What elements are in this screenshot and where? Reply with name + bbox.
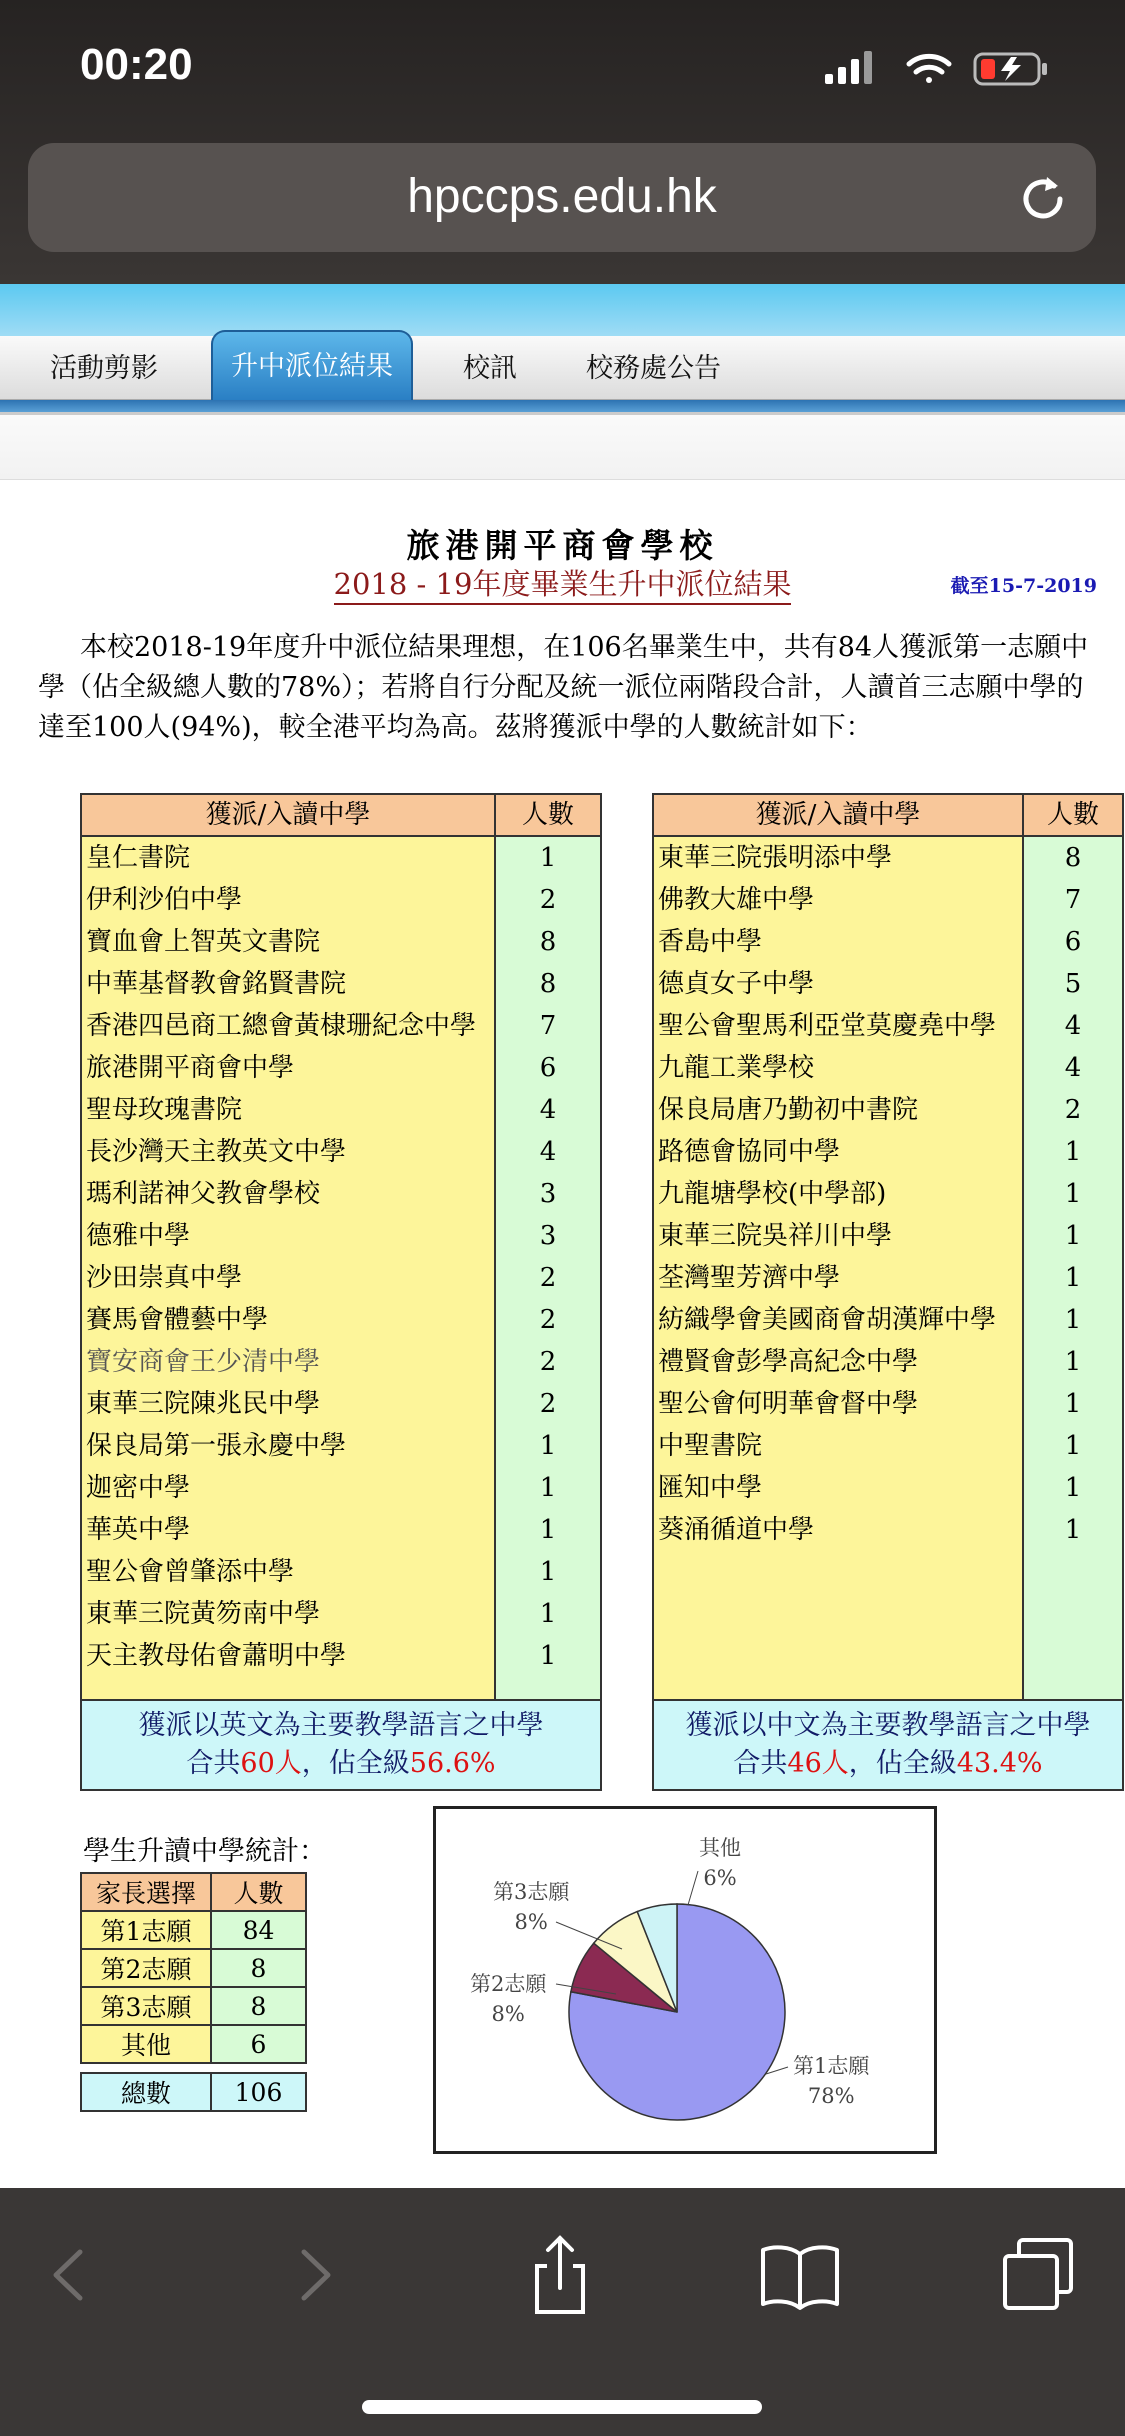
header-school: 獲派/入讀中學 [82,795,496,835]
intro-paragraph: 本校2018-19年度升中派位結果理想，在106名畢業生中，共有84人獲派第一志願中學（佔全級總人數的78%）；若將自行分配及統一派位兩階段合計，人讀首三志願中學的達至100人(94%)，較全港平均為高。茲將獲派中學的人數統計如下： [38,632,1089,743]
school-name-cell: 保良局唐乃勤初中書院 [658,1095,919,1125]
stats-row [81,1949,306,1987]
school-name-cell: 中華基督教會銘賢書院 [86,969,347,999]
school-name-cell: 路德會協同中學 [658,1137,841,1167]
school-name-cell: 德貞女子中學 [658,969,815,999]
stats-table [80,1872,307,2112]
summary-pre: 合共 [186,1748,241,1779]
school-name-cell: 香島中學 [658,927,763,957]
school-name-cell: 東華三院陳兆民中學 [86,1389,321,1419]
count-cell: 8 [1064,843,1082,873]
count-cell: 4 [1064,1053,1082,1083]
stats-count: 6 [211,2025,306,2063]
count-cell: 8 [539,927,557,957]
pie-label-third-name: 第3志願 [493,1880,570,1904]
gap-cell [81,2063,306,2073]
site-nav [0,336,1125,400]
count-cell: 1 [1064,1347,1082,1377]
status-time: 00:20 [80,40,193,89]
pie-label-other-value: 6% [703,1866,737,1890]
school-name-cell: 德雅中學 [86,1221,191,1251]
count-cell: 7 [1064,885,1082,915]
school-name-cell: 東華三院黃笏南中學 [86,1599,321,1629]
stats-row [81,1987,306,2025]
school-name-cell: 香港四邑商工總會黃棣珊紀念中學 [86,1011,477,1041]
table-header [654,795,1122,837]
bookmarks-icon[interactable] [755,2230,845,2320]
school-name-cell: 聖公會聖馬利亞堂莫慶堯中學 [658,1011,997,1041]
pie-label-first-name: 第1志願 [793,2054,870,2078]
stats-choice: 第3志願 [81,1987,211,2025]
tab-allocation-results[interactable]: 升中派位結果 [211,330,413,400]
as-of-date: 截至15-7-2019 [950,575,1097,597]
summary-line [654,1745,1122,1783]
total-count: 106 [211,2073,306,2111]
tab-newsletter[interactable]: 校訊 [463,353,517,384]
school-name-cell: 東華三院吳祥川中學 [658,1221,893,1251]
summary-mid: ，佔全級 [848,1748,957,1779]
pie-label-third-value: 8% [514,1910,548,1934]
battery-icon [975,54,1047,84]
school-name-cell: 九龍工業學校 [658,1053,815,1083]
school-name-cell: 聖母玫瑰書院 [86,1095,243,1125]
site-header-strip [0,284,1125,336]
school-name-cell: 寶安商會王少清中學 [86,1347,321,1377]
pie-label-first-value: 78% [807,2084,855,2108]
table-summary [654,1701,1122,1789]
stats-choice: 第1志願 [81,1911,211,1949]
school-name-cell: 九龍塘學校(中學部) [658,1179,887,1209]
school-name-cell: 荃灣聖芳濟中學 [658,1263,841,1293]
stats-choice: 其他 [81,2025,211,2063]
count-cell: 1 [1064,1473,1082,1503]
school-name-cell: 瑪利諾神父教會學校 [86,1179,321,1209]
school-title: 旅港開平商會學校 [406,526,719,565]
summary-percent: 43.4% [956,1748,1043,1779]
tab-activities[interactable]: 活動剪影 [50,353,158,384]
school-name-cell: 聖公會何明華會督中學 [658,1389,919,1419]
pie-label-third [493,1877,569,1937]
tabs-icon[interactable] [995,2230,1085,2320]
pie-label-second-name: 第2志願 [470,1972,547,1996]
count-cell: 4 [539,1137,557,1167]
count-cell: 1 [1064,1389,1082,1419]
pie-label-other [699,1833,741,1893]
count-cell: 1 [1064,1137,1082,1167]
school-name-cell: 賽馬會體藝中學 [86,1305,269,1335]
count-cell: 1 [1064,1221,1082,1251]
count-cell: 2 [539,1389,557,1419]
stats-choice: 第2志願 [81,1949,211,1987]
school-name-cell: 皇仁書院 [86,843,191,873]
school-name-cell: 伊利沙伯中學 [86,885,243,915]
count-cell: 5 [1064,969,1082,999]
school-name-cell: 天主教母佑會蕭明中學 [86,1641,347,1671]
count-cell: 1 [539,1515,557,1545]
count-cell: 1 [539,1599,557,1629]
summary-mid: ，佔全級 [301,1748,410,1779]
header-school: 獲派/入讀中學 [654,795,1024,835]
stats-rows [81,1911,306,2063]
count-cell: 1 [539,1473,557,1503]
count-cell: 2 [539,1263,557,1293]
header-count: 人數 [1024,795,1122,835]
tab-office-notices[interactable]: 校務處公告 [586,353,721,384]
count-cell: 1 [1064,1305,1082,1335]
sub-band [0,415,1125,480]
stats-title: 學生升讀中學統計： [83,1836,326,1867]
pie-label-other-name: 其他 [699,1836,741,1860]
signal-icon [825,51,872,84]
count-column [1024,837,1122,1699]
count-cell: 1 [1064,1179,1082,1209]
pie-label-second-value: 8% [491,2002,525,2026]
school-name-cell: 中聖書院 [658,1431,763,1461]
back-icon[interactable] [24,2230,114,2320]
stats-count: 84 [211,1911,306,1949]
count-cell: 7 [539,1011,557,1041]
stats-gap [81,2063,306,2073]
school-name-column [82,837,496,1699]
count-cell: 2 [1064,1095,1082,1125]
school-name-cell: 迦密中學 [86,1473,191,1503]
stats-row [81,1911,306,1949]
pie-label-second [470,1969,546,2029]
pie-chart-box [433,1806,937,2154]
school-name-cell: 東華三院張明添中學 [658,843,893,873]
status-icons [825,48,1085,88]
count-cell: 1 [539,843,557,873]
count-cell: 3 [539,1179,557,1209]
school-name-cell: 紡織學會美國商會胡漢輝中學 [658,1305,997,1335]
total-label: 總數 [81,2073,211,2111]
count-column [496,837,600,1699]
wifi-icon [909,56,949,83]
header-count: 人數 [496,795,600,835]
stats-header [81,1873,306,1911]
count-cell: 2 [539,1347,557,1377]
school-name-cell: 長沙灣天主教英文中學 [86,1137,347,1167]
stats-header-count: 人數 [211,1873,306,1911]
home-indicator [362,2400,762,2414]
school-name-cell: 旅港開平商會中學 [86,1053,295,1083]
chinese-medium-table [652,793,1124,1791]
school-name-cell: 沙田崇真中學 [86,1263,243,1293]
summary-count: 46人 [787,1748,849,1779]
stats-header-choice: 家長選擇 [81,1873,211,1911]
count-cell: 2 [539,1305,557,1335]
summary-percent: 56.6% [409,1748,496,1779]
school-name-column [654,837,1024,1699]
summary-title: 獲派以中文為主要教學語言之中學 [685,1710,1091,1741]
school-name-cell: 禮賢會彭學高紀念中學 [658,1347,919,1377]
school-name-cell: 寶血會上智英文書院 [86,927,321,957]
school-name-cell: 佛教大雄中學 [658,885,815,915]
school-name-cell: 保良局第一張永慶中學 [86,1431,347,1461]
count-cell: 6 [1064,927,1082,957]
school-name-cell: 匯知中學 [658,1473,763,1503]
forward-icon[interactable] [270,2230,360,2320]
browser-top-chrome [0,0,1125,284]
table-header [82,795,600,837]
stats-row [81,2025,306,2063]
school-name-cell: 聖公會曾肇添中學 [86,1557,295,1587]
count-cell: 1 [539,1431,557,1461]
count-cell: 4 [1064,1011,1082,1041]
url-bar[interactable] [28,143,1096,252]
table-body [82,837,600,1701]
pie-label-first [793,2051,869,2111]
share-icon[interactable] [515,2230,605,2320]
count-cell: 2 [539,885,557,915]
count-cell: 1 [539,1641,557,1671]
count-cell: 1 [1064,1263,1082,1293]
school-name-cell: 葵涌循道中學 [658,1515,815,1545]
count-cell: 3 [539,1221,557,1251]
count-cell: 1 [539,1557,557,1587]
summary-pre: 合共 [733,1748,788,1779]
count-cell: 8 [539,969,557,999]
stats-count: 8 [211,1949,306,1987]
nav-underline [0,400,1125,412]
count-cell: 6 [539,1053,557,1083]
summary-line [82,1745,600,1783]
count-cell: 4 [539,1095,557,1125]
url-text: hpccps.edu.hk [407,170,717,223]
pie-leader-line [688,1871,698,1905]
stats-total-row [81,2073,306,2111]
stats-count: 8 [211,1987,306,2025]
table-summary [82,1701,600,1789]
count-cell: 1 [1064,1431,1082,1461]
reload-icon[interactable] [1014,169,1072,227]
school-name-cell: 華英中學 [86,1515,191,1545]
result-title-text: 2018 - 19年度畢業生升中派位結果 [334,567,792,605]
table-body [654,837,1122,1701]
count-cell: 1 [1064,1515,1082,1545]
english-medium-table [80,793,602,1791]
summary-count: 60人 [240,1748,302,1779]
summary-title: 獲派以英文為主要教學語言之中學 [138,1710,544,1741]
